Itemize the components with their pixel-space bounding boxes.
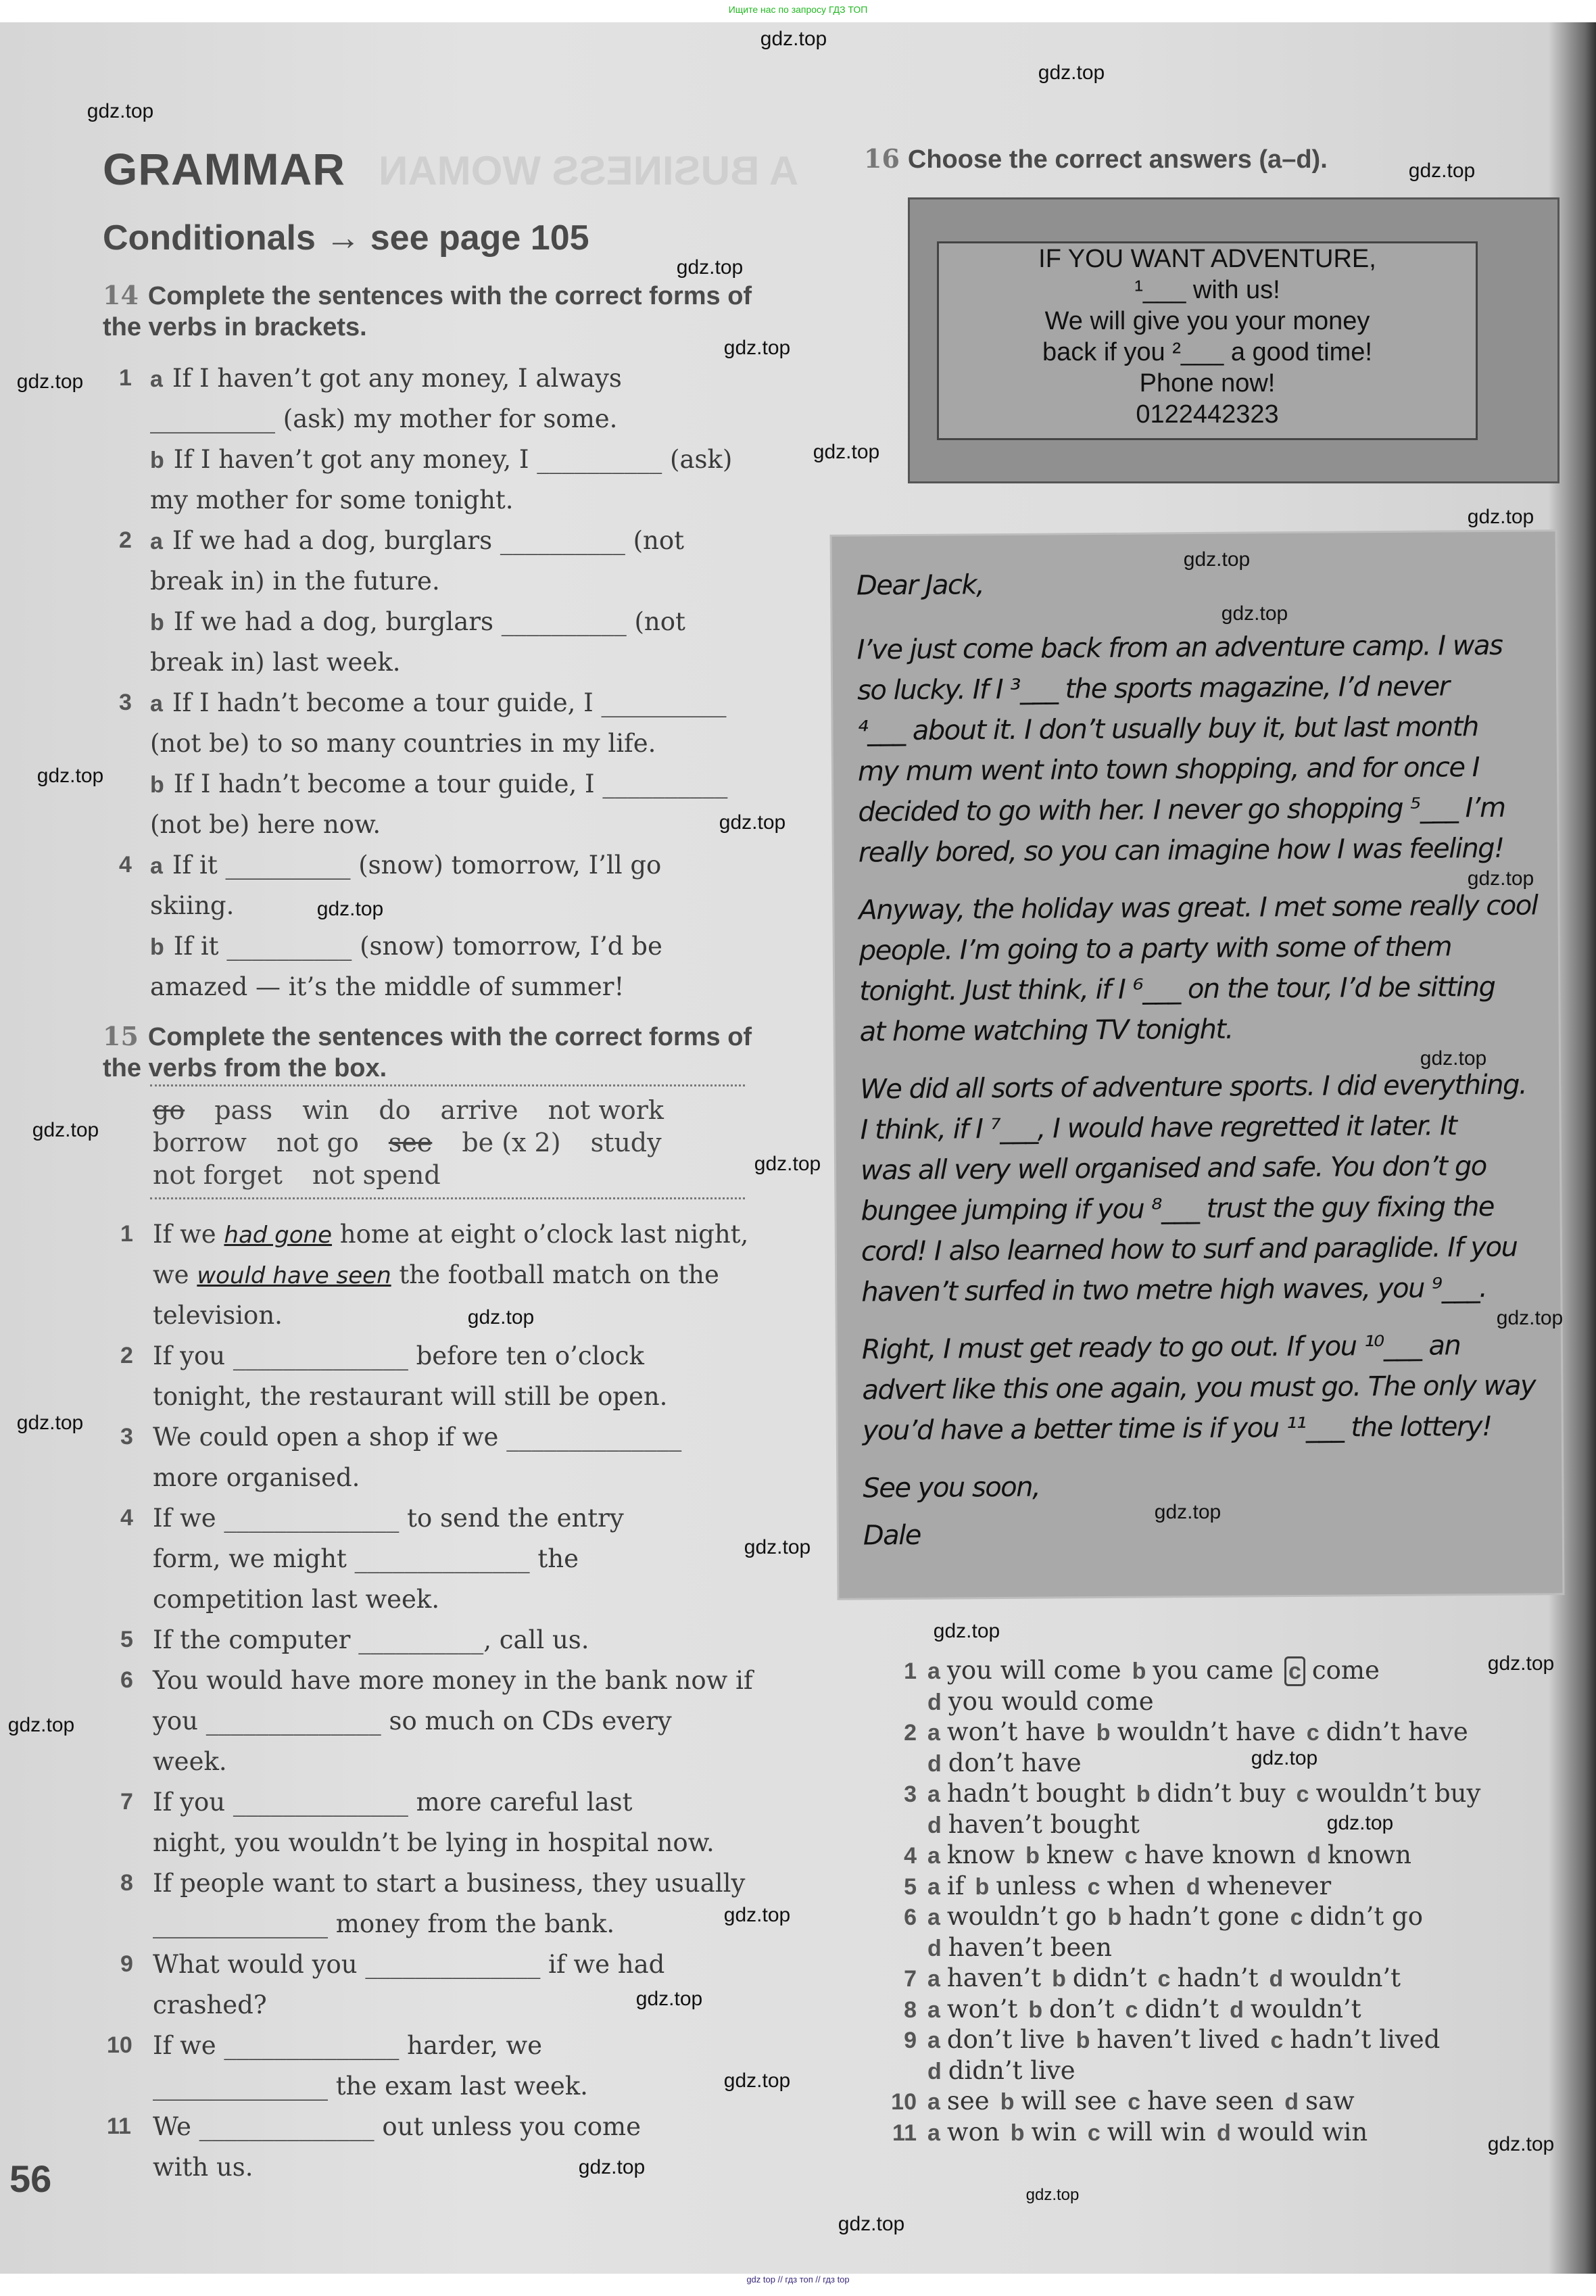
letter-line: See you soon, [863, 1471, 1040, 1504]
ex15-number: 15 [103, 1021, 139, 1051]
watermark: gdz.top [676, 256, 744, 279]
option-letter[interactable]: d [927, 1689, 942, 1715]
ex15-line: We could open a shop if we ______________ [153, 1422, 682, 1452]
option-text[interactable]: wouldn’t buy [1315, 1779, 1481, 1808]
watermark: gdz.top [1251, 1747, 1318, 1769]
option-text[interactable]: wouldn’t go [946, 1902, 1097, 1931]
watermark: gdz.top [1487, 1652, 1555, 1675]
letter-line: Dale [863, 1519, 921, 1552]
watermark: gdz.top [1154, 1501, 1222, 1523]
ex15-line: with us. [153, 2153, 253, 2182]
answer-row [876, 2024, 1440, 2055]
line-text: (not be) here now. [150, 810, 381, 839]
option-text[interactable]: didn’t buy [1157, 1779, 1286, 1808]
option-letter[interactable]: c [1087, 2120, 1101, 2146]
ex15-item-number: 9 [120, 1951, 133, 1977]
option-letter[interactable]: a [927, 1843, 940, 1869]
option-letter[interactable]: d [1217, 2120, 1231, 2146]
answer-row [876, 1717, 1468, 1747]
watermark: gdz.top [1467, 867, 1534, 890]
answer-row [876, 1871, 1331, 1901]
option-letter[interactable]: d [927, 1935, 942, 1961]
answer-row [876, 1901, 1423, 1932]
letter-line: I’ve just come back from an adventure camp. I was [856, 629, 1503, 666]
option-letter[interactable]: a [927, 1873, 940, 1900]
watermark: gdz.top [933, 1620, 1000, 1642]
option-text[interactable]: will win [1107, 2117, 1207, 2147]
watermark: gdz.top [813, 441, 880, 463]
letter-line: Right, I must get ready to go out. If you ¹⁰___ an [861, 1330, 1461, 1366]
option-text[interactable]: haven’t [946, 1963, 1042, 1992]
watermark: gdz.top [1038, 62, 1105, 84]
ex14-line [150, 602, 685, 642]
ex14-instruction [103, 280, 792, 343]
ex15-line: night, you wouldn’t be lying in hospital now. [153, 1828, 715, 1857]
line-text: amazed — it’s the middle of summer! [150, 972, 625, 1001]
ex14-line [150, 399, 617, 439]
option-letter[interactable]: c [1270, 2028, 1284, 2053]
top-search-note: Ищите нас по запросу ГДЗ ТОП [728, 4, 868, 15]
option-text[interactable]: unless [996, 1871, 1077, 1900]
question-number: 6 [904, 1905, 917, 1930]
option-letter[interactable]: d [1230, 1996, 1244, 2023]
ex14-number: 14 [103, 280, 139, 310]
ex15-item-number: 10 [107, 2032, 132, 2058]
verb-row [153, 1159, 470, 1191]
question-number: 1 [904, 1658, 917, 1684]
line-text: If it __________ (snow) tomorrow, I’d be [173, 932, 662, 961]
option-text[interactable]: hadn’t [1177, 1963, 1259, 1992]
advert-line: 0122442323 [1136, 400, 1279, 429]
line-text: If I haven’t got any money, I __________ (ask) [173, 445, 733, 474]
letter-line: cord! I also learned how to surf and paraglide. If you [861, 1231, 1518, 1268]
option-text[interactable]: didn’t live [948, 2055, 1075, 2085]
ex15-line: If we ______________ harder, we [153, 2031, 543, 2060]
watermark: gdz.top [316, 898, 384, 920]
line-text: If I haven’t got any money, I always [172, 364, 622, 393]
ex15-line: competition last week. [153, 1585, 440, 1614]
ex14-line [150, 805, 381, 845]
ex14-line [150, 480, 514, 521]
verb-option: not go [276, 1128, 359, 1157]
watermark: gdz.top [578, 2156, 646, 2178]
answer-row [876, 1994, 1361, 2024]
watermark: gdz.top [37, 765, 104, 787]
watermark: gdz.top [723, 337, 791, 359]
letter-line: I think, if I ⁷___, I would have regretted it later. It [860, 1110, 1457, 1146]
option-text[interactable]: wouldn’t have [1117, 1717, 1296, 1746]
ex14-line [150, 561, 440, 602]
option-letter[interactable]: a [927, 2120, 940, 2146]
section-title: GRAMMAR [103, 144, 345, 194]
letter-line: Dear Jack, [856, 569, 984, 602]
watermark: gdz.top [16, 1412, 84, 1434]
letter-line: Anyway, the holiday was great. I met some really cool [859, 890, 1538, 926]
verb-option: be (x 2) [462, 1128, 561, 1157]
watermark: gdz.top [744, 1536, 811, 1558]
item-letter: a [150, 366, 163, 392]
letter-line: at home watching TV tonight. [859, 1013, 1233, 1048]
option-text[interactable]: didn’t [1144, 1994, 1219, 2024]
ex16-instruction [864, 143, 1328, 174]
ex15-item-number: 4 [120, 1505, 133, 1531]
ex15-instruction-text: Complete the sentences with the correct forms of the verbs from the box. [103, 1023, 752, 1082]
watermark: gdz.top [16, 370, 84, 393]
answer-row [876, 1748, 1082, 1778]
option-text[interactable]: wouldn’t [1290, 1963, 1401, 1992]
ex14-line [150, 926, 662, 967]
question-number: 8 [904, 1996, 917, 2023]
option-letter[interactable]: c [1128, 2089, 1141, 2115]
option-text[interactable]: hadn’t lived [1290, 2025, 1441, 2054]
item-letter: a [150, 529, 163, 554]
ex14-line [150, 845, 661, 886]
line-text: If we had a dog, burglars __________ (not [172, 526, 685, 555]
ex16-instruction-text: Choose the correct answers (a–d). [907, 145, 1328, 174]
ex15-line: more organised. [153, 1463, 360, 1492]
ex14-instruction-text: Complete the sentences with the correct forms of the verbs in brackets. [103, 282, 752, 341]
letter-line: bungee jumping if you ⁸___ trust the guy fixing the [861, 1191, 1495, 1227]
question-number: 11 [892, 2120, 917, 2146]
advert-line: ¹___ with us! [1134, 276, 1280, 304]
line-text: (not be) to so many countries in my life. [150, 729, 656, 758]
watermark: gdz.top [87, 100, 154, 122]
ex15-instruction [103, 1021, 792, 1084]
item-letter: b [150, 610, 164, 636]
ex15-item-number: 6 [120, 1667, 133, 1693]
ex14-line [150, 439, 732, 480]
ex14-item-number: 2 [119, 527, 132, 553]
option-text[interactable]: didn’t go [1309, 1902, 1423, 1931]
option-letter[interactable]: a [927, 1905, 940, 1930]
option-letter[interactable]: d [1284, 2089, 1299, 2115]
ex15-line: If you ______________ before ten o’clock [153, 1341, 644, 1370]
line-text: __________ (ask) my mother for some. [150, 404, 618, 433]
ex14-line [150, 521, 684, 561]
item-letter: b [150, 448, 164, 473]
item-letter: a [150, 853, 163, 879]
option-text[interactable]: have seen [1147, 2086, 1274, 2115]
option-letter[interactable]: c [1124, 1843, 1138, 1869]
ex15-line: crashed? [153, 1990, 267, 2019]
option-letter[interactable]: b [1000, 2089, 1015, 2115]
advert-line: IF YOU WANT ADVENTURE, [1038, 245, 1376, 273]
letter-line: you’d have a better time is if you ¹¹___ the lottery! [862, 1410, 1492, 1447]
option-text[interactable]: know [946, 1840, 1015, 1869]
option-text[interactable]: whenever [1207, 1871, 1332, 1900]
watermark: gdz.top [1025, 2186, 1080, 2204]
line-text: break in) in the future. [150, 567, 440, 596]
ex15-line: What would you ______________ if we had [153, 1950, 665, 1979]
option-text[interactable]: would win [1237, 2117, 1368, 2147]
ex15-line: If the computer __________, call us. [153, 1625, 589, 1654]
ex15-example-line: we would have seen the football match on the [153, 1260, 719, 1289]
verb-row [153, 1126, 692, 1159]
option-text[interactable]: won’t [946, 1994, 1018, 2024]
option-text[interactable]: come [1311, 1656, 1380, 1685]
verb-option: not work [548, 1095, 664, 1125]
answer-row [876, 2055, 1075, 2086]
watermark: gdz.top [1221, 602, 1288, 625]
line-text: skiing. [150, 891, 235, 920]
ex14-line [150, 723, 656, 764]
letter-line: was all very well organised and safe. You don’t go [860, 1151, 1486, 1187]
item-letter: b [150, 934, 164, 960]
option-letter[interactable]: a [927, 1781, 940, 1807]
option-text[interactable]: you would come [948, 1686, 1154, 1716]
option-letter[interactable]: b [1075, 2028, 1090, 2053]
watermark: gdz.top [1408, 160, 1476, 182]
letter-line: my mum went into town shopping, and for once I [857, 752, 1480, 788]
verb-option: see [388, 1128, 433, 1157]
verb-option: pass [214, 1095, 273, 1125]
ex14-item-number: 4 [119, 852, 132, 878]
ex15-item-number: 5 [120, 1627, 133, 1652]
option-letter[interactable]: c [1125, 1996, 1138, 2023]
watermark: gdz.top [1487, 2133, 1555, 2155]
ex15-item-number: 8 [120, 1870, 133, 1896]
verb-option: win [302, 1095, 349, 1125]
line-text: If I hadn’t become a tour guide, I __________ [173, 769, 728, 798]
answer-row [876, 1655, 1380, 1685]
verb-row [153, 1094, 694, 1126]
option-letter[interactable]: c [1296, 1781, 1309, 1807]
ex14-line [150, 967, 624, 1007]
ex15-line: ______________ money from the bank. [153, 1909, 615, 1938]
verb-option: go [153, 1095, 185, 1125]
ex15-line: you ______________ so much on CDs every [153, 1706, 672, 1736]
line-text: If I hadn’t become a tour guide, I __________ [172, 688, 727, 717]
watermark: gdz.top [467, 1306, 535, 1329]
letter-line: We did all sorts of adventure sports. I did everything. [860, 1069, 1527, 1105]
ex14-line [150, 764, 727, 805]
watermark: gdz.top [838, 2213, 905, 2235]
advert-line: back if you ²___ a good time! [1042, 338, 1372, 366]
ex15-line: form, we might ______________ the [153, 1544, 579, 1573]
option-text[interactable]: knew [1046, 1840, 1114, 1869]
option-text[interactable]: don’t [1049, 1994, 1115, 2024]
option-letter[interactable]: d [1269, 1966, 1284, 1992]
option-letter[interactable]: b [975, 1873, 990, 1900]
ex15-line: week. [153, 1747, 227, 1776]
answer-row [876, 2117, 1368, 2147]
letter-line: tonight. Just think, if I ⁶___ on the tour, I’d be sitting [859, 971, 1495, 1007]
ex14-item-number: 3 [119, 690, 132, 715]
section-subtitle: Conditionals → see page 105 [103, 218, 589, 258]
watermark: gdz.top [1420, 1047, 1487, 1070]
watermark: gdz.top [635, 1988, 703, 2010]
option-letter[interactable]: a [927, 2028, 940, 2053]
letter-line: people. I’m going to a party with some of them [859, 931, 1452, 967]
option-text[interactable]: will see [1021, 2086, 1117, 2115]
line-text: If we had a dog, burglars __________ (not [173, 607, 685, 636]
verb-option: study [590, 1128, 662, 1157]
option-letter[interactable]: a [927, 2089, 940, 2115]
option-letter[interactable]: d [927, 2058, 942, 2084]
option-text[interactable]: have known [1144, 1840, 1297, 1869]
letter-line: ⁴___ about it. I don’t usually buy it, but last month [857, 711, 1478, 747]
line-text: my mother for some tonight. [150, 485, 514, 515]
verb-option: not forget [153, 1160, 283, 1190]
option-letter[interactable]: a [927, 1966, 940, 1992]
option-text[interactable]: known [1327, 1840, 1411, 1869]
item-letter: a [150, 691, 163, 717]
option-text[interactable]: hadn’t gone [1128, 1902, 1280, 1931]
option-text[interactable]: see [946, 2086, 990, 2115]
adventure-advert [908, 197, 1559, 483]
option-letter[interactable]: d [927, 1812, 942, 1838]
watermark: gdz.top [7, 1714, 75, 1736]
verb-option: not spend [312, 1160, 441, 1190]
letter-line: haven’t surfed in two metre high waves, you ⁹___. [861, 1272, 1487, 1308]
option-text[interactable]: didn’t have [1326, 1717, 1468, 1746]
ex14-line [150, 642, 401, 683]
bottom-note: gdz top // гдз топ // гдз top [746, 2274, 850, 2285]
ex14-line [150, 358, 622, 399]
letter-line: decided to go with her. I never go shopping ⁵___ I’m [858, 792, 1505, 828]
question-number: 9 [904, 2028, 917, 2053]
answer-row [876, 1963, 1401, 1993]
option-letter[interactable]: c [1306, 1720, 1320, 1746]
option-letter[interactable]: c [1157, 1966, 1171, 1992]
option-letter[interactable]: d [1307, 1843, 1321, 1869]
watermark: gdz.top [1183, 548, 1251, 571]
option-text[interactable]: won’t have [946, 1717, 1086, 1746]
ex15-line: If we ______________ to send the entry [153, 1504, 624, 1533]
question-number: 3 [904, 1781, 917, 1807]
ex15-item-number: 2 [120, 1343, 133, 1368]
verb-option: do [379, 1095, 411, 1125]
ex14-line [150, 886, 234, 926]
ex16-number: 16 [864, 143, 900, 174]
option-letter[interactable]: b [1132, 1658, 1146, 1684]
letter-line: advert like this one again, you must go. The only way [862, 1370, 1536, 1406]
ex15-item-number: 11 [107, 2113, 131, 2139]
option-text[interactable]: when [1107, 1871, 1176, 1900]
ex14-item-number: 1 [119, 365, 132, 391]
option-text[interactable]: you will come [946, 1656, 1121, 1685]
ex15-item-number: 3 [120, 1424, 133, 1450]
option-letter[interactable]: c [1290, 1905, 1303, 1930]
question-number: 4 [904, 1843, 917, 1869]
question-number: 2 [904, 1720, 917, 1746]
watermark: gdz.top [1326, 1812, 1394, 1834]
option-letter[interactable]: b [1028, 1996, 1043, 2023]
ex15-item-number: 1 [120, 1221, 133, 1247]
ex15-example-line: If we had gone home at eight o’clock last night, [153, 1220, 749, 1249]
ex15-line: ______________ the exam last week. [153, 2072, 588, 2101]
option-letter[interactable]: b [1096, 1720, 1111, 1746]
question-number: 10 [891, 2089, 917, 2115]
option-text[interactable]: haven’t bought [948, 1809, 1140, 1839]
question-number: 7 [904, 1966, 917, 1992]
option-letter[interactable]: b [1136, 1781, 1151, 1807]
ex15-example-line: television. [153, 1301, 283, 1330]
answer-row [876, 1778, 1480, 1809]
watermark: gdz.top [32, 1119, 99, 1141]
option-letter[interactable]: b [1025, 1843, 1040, 1869]
option-letter[interactable]: d [927, 1750, 942, 1777]
option-letter[interactable]: b [1107, 1905, 1122, 1930]
option-text[interactable]: wouldn’t [1250, 1994, 1361, 2024]
option-text[interactable]: haven’t lived [1096, 2025, 1260, 2054]
item-letter: b [150, 772, 164, 798]
answer-row [876, 1840, 1411, 1870]
answer-row [876, 1686, 1154, 1717]
verb-option: arrive [440, 1095, 518, 1125]
verb-option: borrow [153, 1128, 247, 1157]
advert-line: We will give you your money [1044, 307, 1370, 335]
watermark: gdz.top [760, 28, 827, 50]
bleed-through-title: A BUSINESS WOMAN [379, 148, 799, 193]
option-text[interactable]: if [946, 1871, 965, 1900]
line-text: break in) last week. [150, 648, 401, 677]
watermark: gdz.top [1467, 506, 1534, 528]
watermark: gdz.top [719, 811, 786, 834]
ex15-item-number: 7 [120, 1789, 133, 1815]
example-answer: would have seen [197, 1262, 391, 1289]
option-text[interactable]: saw [1305, 2086, 1355, 2115]
advert-line: Phone now! [1139, 369, 1276, 398]
option-letter[interactable]: b [1052, 1966, 1066, 1992]
option-letter[interactable]: a [927, 1658, 940, 1684]
option-text[interactable]: hadn’t bought [946, 1779, 1126, 1808]
option-letter[interactable]: c [1284, 1656, 1305, 1686]
option-text[interactable]: win [1031, 2117, 1077, 2147]
letter-line: so lucky. If I ³___ the sports magazine, I’d never [856, 671, 1449, 707]
watermark: gdz.top [723, 1904, 791, 1926]
answer-row [876, 2086, 1355, 2116]
watermark: gdz.top [754, 1153, 821, 1175]
ex15-line: You would have more money in the bank now if [153, 1666, 753, 1695]
line-text: If it __________ (snow) tomorrow, I’ll go [172, 851, 662, 880]
option-letter[interactable]: c [1087, 1873, 1101, 1900]
watermark: gdz.top [723, 2070, 791, 2092]
option-letter[interactable]: a [927, 1996, 940, 2023]
question-number: 5 [904, 1873, 917, 1900]
page-number: 56 [9, 2157, 52, 2200]
option-letter[interactable]: d [1186, 1873, 1201, 1900]
advert-text [937, 241, 1478, 440]
ex15-line: We ______________ out unless you come [153, 2112, 642, 2141]
answer-row [876, 1932, 1112, 1963]
ex15-line: tonight, the restaurant will still be open. [153, 1382, 668, 1411]
watermark: gdz.top [1496, 1307, 1564, 1329]
option-text[interactable]: you came [1153, 1656, 1274, 1685]
ex14-line [150, 683, 727, 723]
option-text[interactable]: didn’t [1072, 1963, 1147, 1992]
option-letter[interactable]: a [927, 1720, 940, 1746]
answer-row [876, 1809, 1140, 1840]
option-text[interactable]: haven’t been [948, 1932, 1112, 1962]
option-text[interactable]: don’t live [946, 2025, 1065, 2054]
option-letter[interactable]: b [1010, 2120, 1025, 2146]
ex15-line: If you ______________ more careful last [153, 1788, 633, 1817]
ex15-line: If people want to start a business, they usually [153, 1869, 746, 1898]
option-text[interactable]: don’t have [948, 1748, 1082, 1777]
option-text[interactable]: won [946, 2117, 1000, 2147]
letter-line: really bored, so you can imagine how I was feeling! [858, 832, 1504, 869]
example-answer: had gone [224, 1222, 333, 1249]
